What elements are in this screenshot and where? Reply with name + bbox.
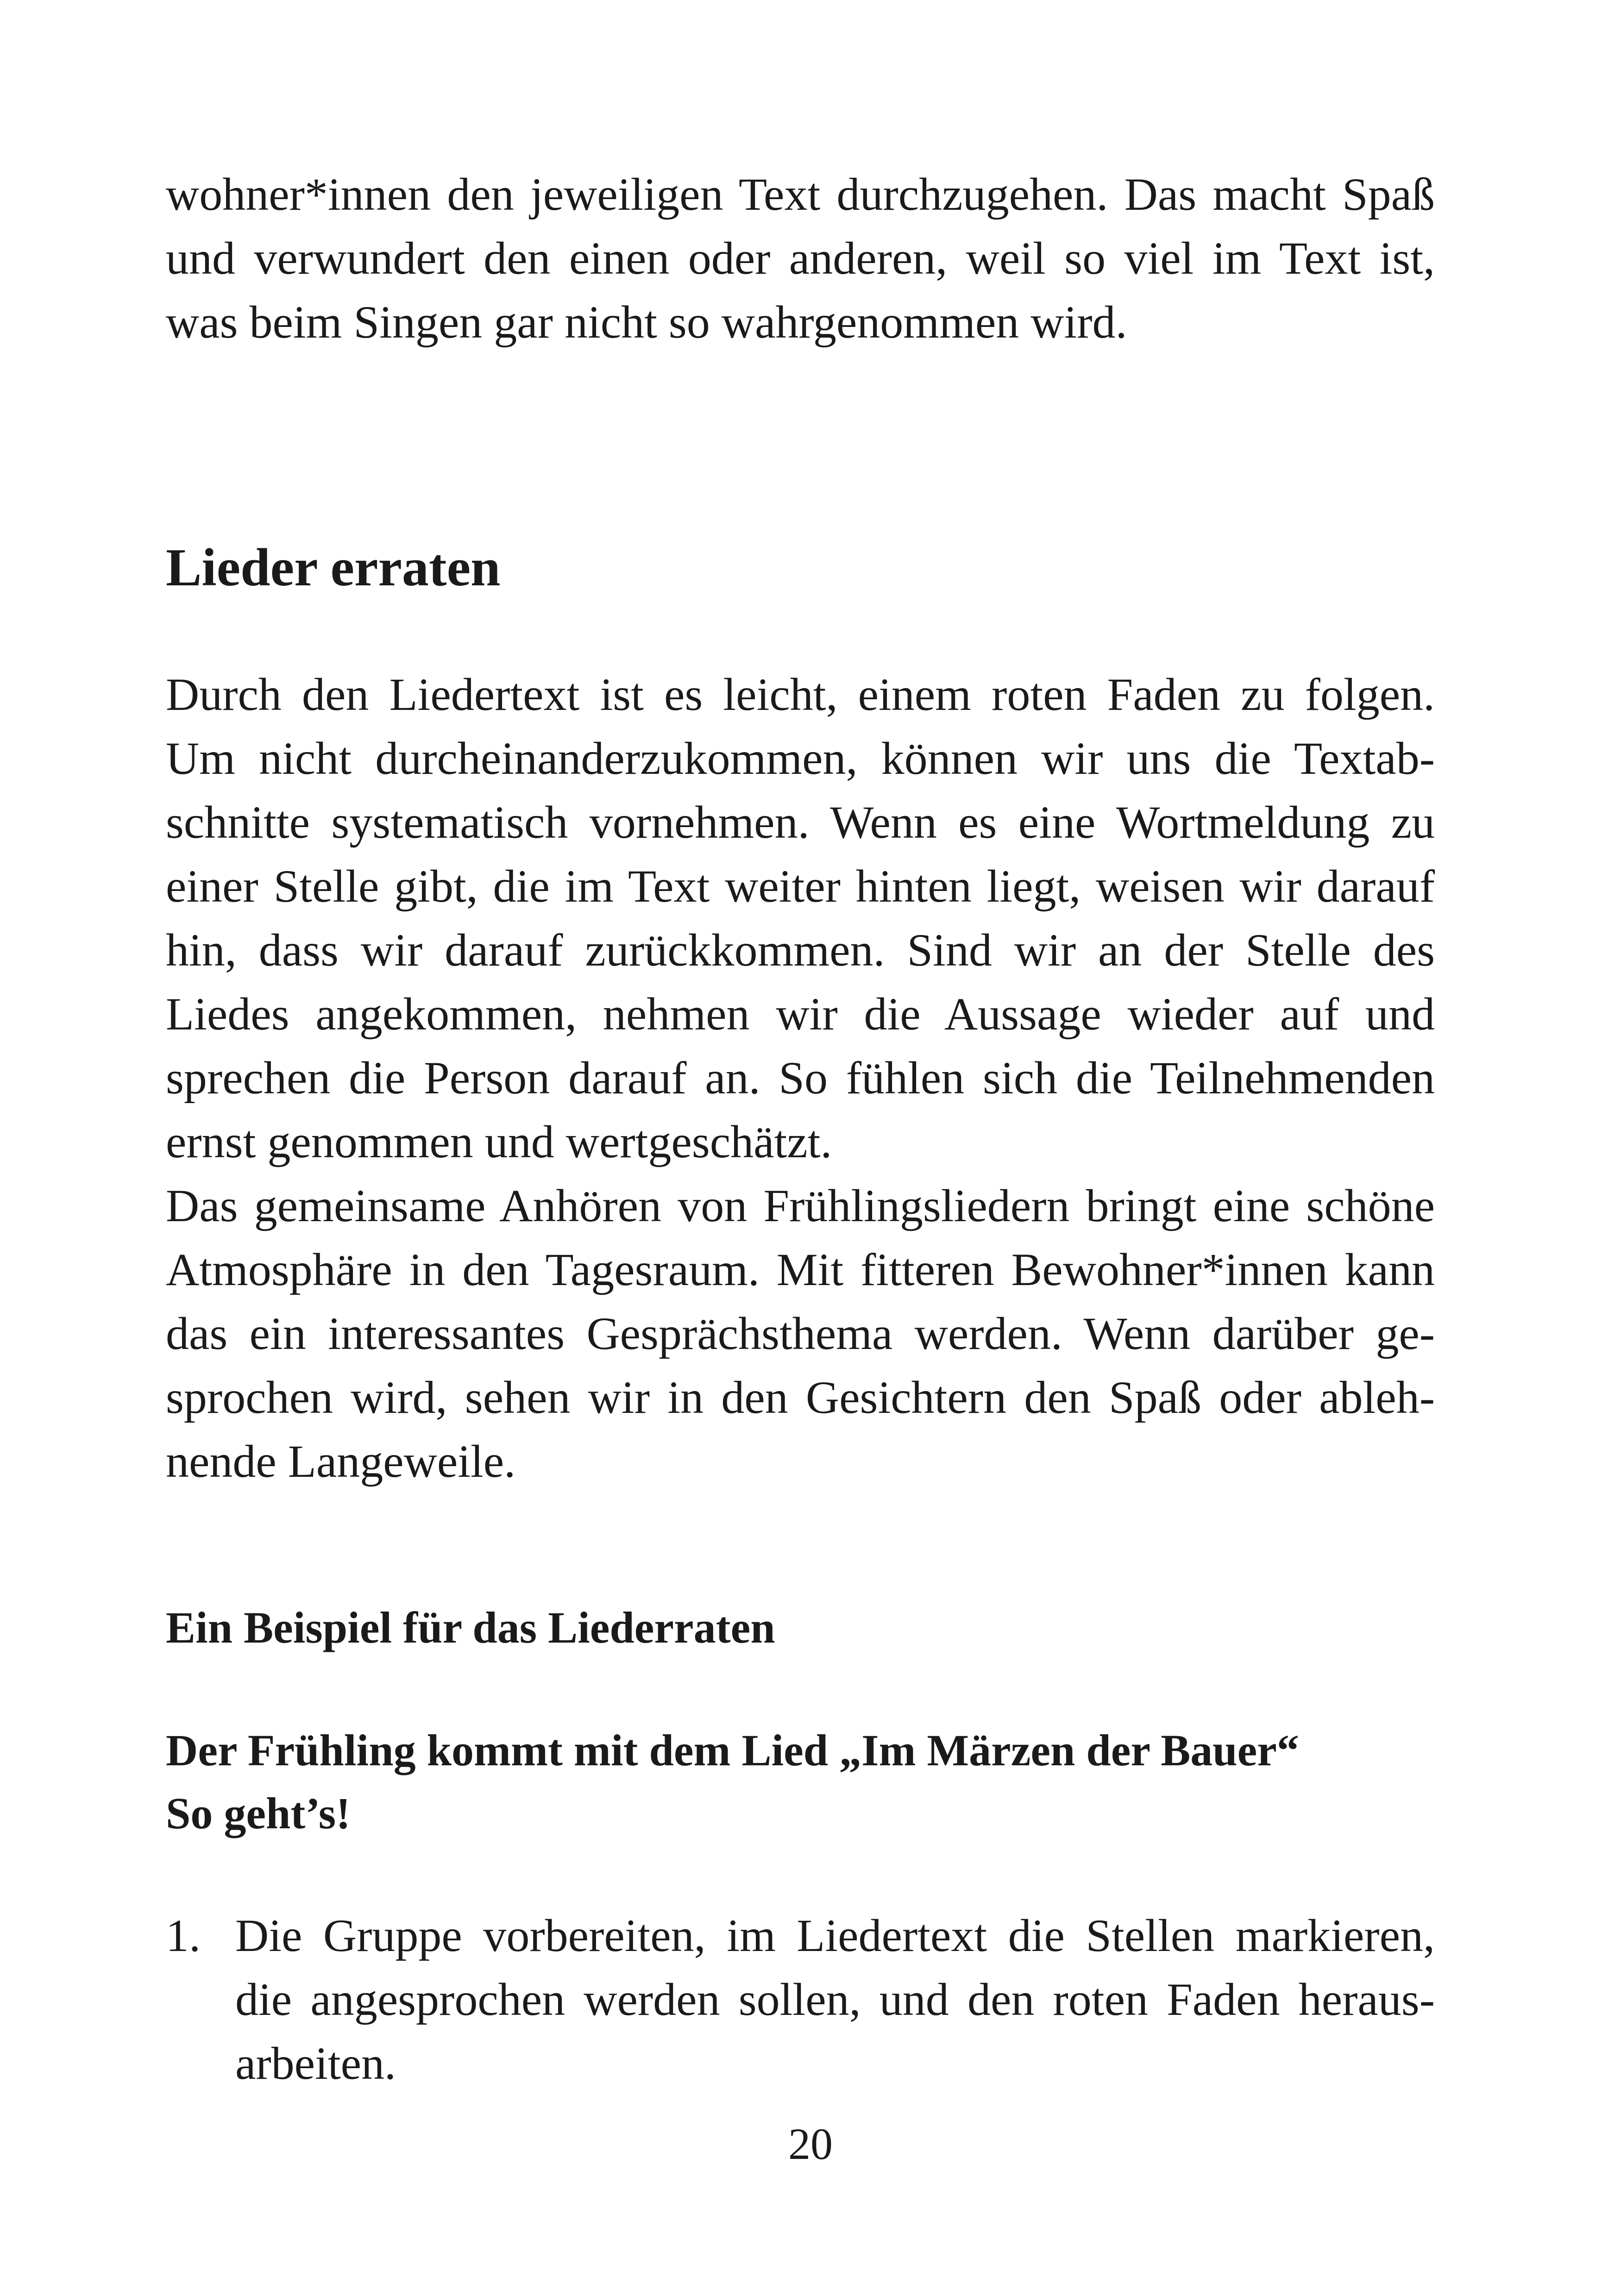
section-paragraph: [166, 1180, 1435, 1507]
text-line: schnitte systematisch vornehmen. Wenn es eine Wortmeldung zu: [166, 797, 1435, 848]
text-line: und verwundert den einen oder anderen, weil so viel im Text ist,: [166, 232, 1435, 284]
text-line: nende Langeweile.: [166, 1436, 516, 1487]
page-number: 20: [788, 2119, 833, 2169]
text-line: Das gemeinsame Anhören von Frühlingsliedern bringt eine schöne: [166, 1180, 1435, 1231]
text-line: Um nicht durcheinanderzukommen, können wir uns die Textab-: [166, 733, 1435, 784]
text-line: arbeiten.: [235, 2038, 396, 2089]
text-line: Durch den Liedertext ist es leicht, einem roten Faden zu folgen.: [166, 669, 1435, 720]
text-line: Atmosphäre in den Tagesraum. Mit fitteren Bewohner*innen kann: [166, 1244, 1435, 1295]
list-item: [166, 1910, 1435, 2107]
list-number: 1.: [166, 1910, 201, 1961]
text-line: sprochen wird, sehen wir in den Gesichtern den Spaß oder ableh-: [166, 1372, 1435, 1423]
example-subtitle: So geht’s!: [166, 1788, 351, 1838]
subsection-heading: Ein Beispiel für das Liederraten: [166, 1603, 775, 1652]
text-line: einer Stelle gibt, die im Text weiter hinten liegt, weisen wir darauf: [166, 860, 1435, 912]
example-title: Der Frühling kommt mit dem Lied „Im Märzen der Bauer“: [166, 1725, 1299, 1775]
text-line: ernst genommen und wertgeschätzt.: [166, 1116, 832, 1167]
text-line: Liedes angekommen, nehmen wir die Aussage wieder auf und: [166, 988, 1435, 1040]
intro-paragraph: [166, 171, 1435, 357]
text-line: das ein interessantes Gesprächsthema werden. Wenn darüber ge-: [166, 1308, 1435, 1359]
text-line: hin, dass wir darauf zurückkommen. Sind wir an der Stelle des: [166, 924, 1435, 976]
text-line: was beim Singen gar nicht so wahrgenommen wird.: [166, 296, 1127, 348]
text-line: sprechen die Person darauf an. So fühlen sich die Teilnehmenden: [166, 1052, 1435, 1104]
text-line: Die Gruppe vorbereiten, im Liedertext die Stellen markieren,: [235, 1910, 1435, 1961]
section-paragraph: [166, 671, 1435, 1190]
text-line: wohner*innen den jeweiligen Text durchzugehen. Das macht Spaß: [166, 169, 1435, 220]
section-heading: Lieder erraten: [166, 538, 501, 597]
text-line: die angesprochen werden sollen, und den roten Faden heraus-: [235, 1974, 1435, 2025]
